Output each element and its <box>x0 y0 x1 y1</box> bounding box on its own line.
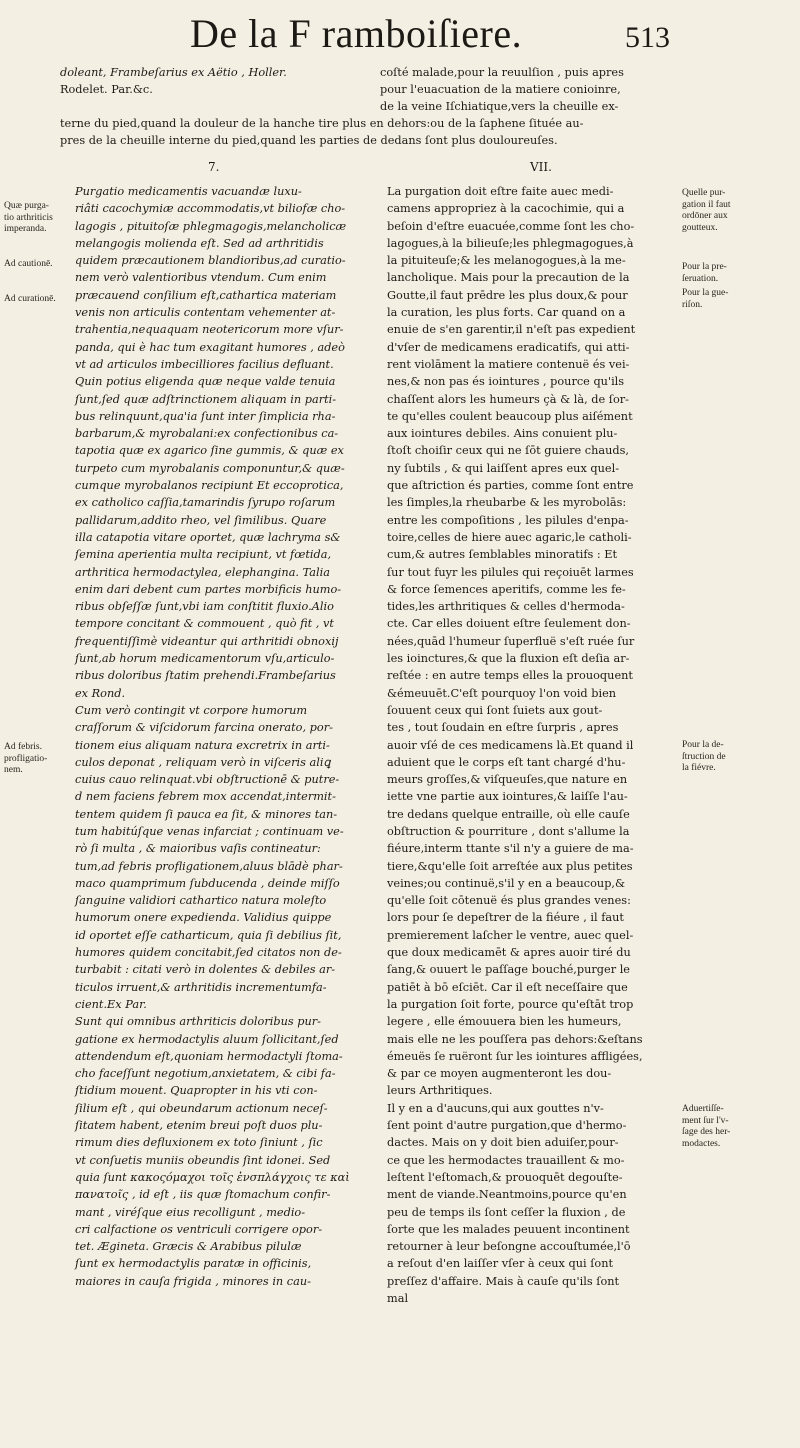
text-line: meurs groſſes,& viſqueuſes,que nature en <box>387 773 628 787</box>
text-line: ſouuent ceux qui ſont ſuiets aux gout- <box>387 703 603 717</box>
text-line: coſté malade,pour la reuulſion , puis apres <box>380 66 624 79</box>
text-line: ex Rond. <box>75 686 126 700</box>
text-line: lancholique. Mais pour la precaution de la <box>387 271 630 285</box>
text-line: pallidarum,addito rheo, vel ſimilibus. Quare <box>75 513 327 527</box>
french-column <box>387 183 677 1307</box>
text-line: la curation, les plus forts. Car quand on a <box>387 306 626 320</box>
text-line: tempore concitant & commouent , quò fit , vt <box>75 617 334 631</box>
text-line: modactes. <box>682 1138 721 1149</box>
right-margin-note <box>682 1104 730 1150</box>
text-line: panda, qui è hac tum exagitant humores , adeò <box>75 340 345 354</box>
text-line: turbabit : citati verò in dolentes & debiles ar- <box>75 963 336 977</box>
text-line: craſſorum & viſcidorum farcina onerato, por- <box>75 721 333 735</box>
text-line: tentem quidem ſi pauca ea ſit, & minores tan- <box>75 807 338 821</box>
text-line: obſtruction & pourriture , dont s'allume la <box>387 824 630 838</box>
text-line: ſunt ex hermodactylis paratæ in officinis, <box>75 1257 312 1271</box>
text-line: mal <box>387 1292 409 1305</box>
text-line: trahentia,nequaquam neotericorum more vſur- <box>75 323 344 337</box>
latin-column <box>75 183 371 1290</box>
text-line: tre dedans quelque entraille, où elle cauſe <box>387 807 630 821</box>
text-line: vt ad articulos imbecilliores facilius defluant. <box>75 357 334 371</box>
top-left-text <box>60 64 360 115</box>
text-line: cte. Car elles doiuent eſtre ſeulement don- <box>387 617 631 631</box>
text-line: reſtée : en autre temps elles la prouoquent <box>387 669 633 683</box>
text-line: te qu'elles coulent beaucoup plus aiſément <box>387 409 633 423</box>
text-line: tiere,&qu'elle ſoit arreſtée aux plus petites <box>387 859 633 873</box>
text-line: frequentiſſimè videantur qui arthritidi obnoxij <box>75 634 339 648</box>
text-line: ordōner aux <box>682 211 728 221</box>
text-line: tum habitúſque venas infarciat ; continuam ve- <box>75 824 344 838</box>
text-line: ſemina aperientia multa recipiunt, vt fœtida, <box>75 548 332 562</box>
text-line: ſang,& ouuert le paſſage bouché,purger le <box>387 963 630 977</box>
running-head: De la F ramboiſiere. <box>190 11 523 56</box>
text-line: terne du pied,quand la douleur de la hanche tire plus en dehors:ou de la ſaphene ſituée au- <box>60 117 584 130</box>
text-line: peu de temps ils ſont ceſſer la fluxion , de <box>387 1205 626 1219</box>
text-line: preſſez d'affaire. Mais à cauſe qu'ils ſont <box>387 1274 620 1288</box>
text-line: mant , viréſque eius recolligunt , medio- <box>75 1205 306 1219</box>
text-line: imperanda. <box>4 224 47 234</box>
text-line: tes , tout ſoudain en eſtre ſurpris , apres <box>387 721 619 735</box>
text-line: venis non articulis contentam vehementer at- <box>75 306 336 320</box>
top-right-text <box>380 64 760 115</box>
text-line: pres de la cheuille interne du pied,quand les parties de dedans ſont plus douloureuſes. <box>60 134 558 147</box>
text-line: dactes. Mais on y doit bien aduiſer,pour- <box>387 1136 619 1150</box>
text-line: ſunt,ſed quæ adſtrinctionem aliquam in parti- <box>75 392 337 406</box>
text-line: d'vſer de medicamens eradicatifs, qui atti- <box>387 340 630 354</box>
left-margin-note <box>4 294 56 306</box>
text-line: Aduertiſſe- <box>682 1104 724 1114</box>
text-line: ſage des her- <box>682 1127 731 1137</box>
text-line: d nem faciens febrem mox accendat,intermit- <box>75 790 336 804</box>
text-line: Rodelet. Par.&c. <box>60 83 153 96</box>
text-line: ce que les hermodactes trauaillent & mo- <box>387 1153 625 1167</box>
text-line: humores quidem concitabit,ſed citatos non de- <box>75 946 342 960</box>
page-number: 513 <box>625 21 670 54</box>
text-line: Pour la gue- <box>682 288 729 298</box>
text-line: ex catholico caſſia,tamarindis ſyrupo roſarum <box>75 496 336 510</box>
text-line: tio arthriticis <box>4 212 53 223</box>
text-line: cum,& autres ſemblables minoratifs : Et <box>387 548 618 562</box>
text-line: bus relinquunt,qua'ia ſunt inter ſimplicia rha- <box>75 409 336 423</box>
text-line: Quelle pur- <box>682 188 726 198</box>
text-line: &émeuuēt.C'eſt pourquoy l'on void bien <box>387 686 617 700</box>
text-line: & force ſemences aperitifs, comme les fe- <box>387 582 626 596</box>
text-line: ſtruction de <box>682 751 726 762</box>
text-line: fiéure,interm ttante s'il n'y a guiere de ma- <box>387 842 634 856</box>
text-line: que aſtriction és parties, comme ſont entre <box>387 479 634 493</box>
right-margin-note <box>682 188 731 234</box>
text-line: Ad febris. <box>4 742 42 752</box>
text-line: maiores in cauſa frigida , minores in cau- <box>75 1274 311 1288</box>
text-line: nem verò valentioribus vtendum. Cum enim <box>75 271 327 285</box>
text-line: ny ſubtils , & qui laiſſent apres eux quel- <box>387 461 620 475</box>
text-line: émeuës ſe ruëront ſur les iointures affligées, <box>387 1049 643 1063</box>
text-line: Ad cautionē. <box>4 259 53 269</box>
text-line: enuie de s'en garentir,il n'eſt pas expedient <box>387 323 636 337</box>
text-line: camens appropriez à la cacochimie, qui a <box>387 202 625 216</box>
text-line: ment ſur l'v- <box>682 1115 729 1126</box>
text-line: iette vne partie aux iointures,& laiſſe l'au- <box>387 790 628 804</box>
left-margin-note <box>4 259 53 271</box>
text-line: de la veine Iſchiatique,vers la cheuille ex- <box>380 100 619 113</box>
text-line: cho faceſſunt negotium,anxietatem, & cibi fa- <box>75 1067 336 1081</box>
text-line: gatione ex hermodactylis aluum ſollicitant,ſed <box>75 1032 339 1046</box>
right-margin-note <box>682 288 728 311</box>
text-line: Sunt qui omnibus arthriticis doloribus pur- <box>75 1015 321 1029</box>
text-line: maco quamprimum ſubducenda , deinde miſſo <box>75 876 340 890</box>
left-margin-note <box>4 201 53 236</box>
text-line: Goutte,il faut prēdre les plus doux,& pour <box>387 288 628 302</box>
text-line: Quin potius eligenda quæ neque valde tenuia <box>75 375 336 389</box>
text-line: tides,les arthritiques & celles d'hermoda- <box>387 600 625 614</box>
text-line: les ſimples,la rheubarbe & les myrobolās: <box>387 496 627 510</box>
text-line: que doux medicamēt & apres auoir tiré du <box>387 946 631 960</box>
text-line: chaſſent alors les humeurs çà & là, de ſor- <box>387 392 629 406</box>
text-line: lagogues,à la bilieuſe;les phlegmagogues,à <box>387 236 634 250</box>
text-line: humorum onere expedienda. Validius quippe <box>75 911 332 925</box>
text-line: lagogis , pituitoſæ phlegmagogis,melancholicæ <box>75 219 347 233</box>
text-line: gation il faut <box>682 199 731 210</box>
right-margin-note <box>682 262 727 285</box>
text-line: illa catapotia vitare oportet, quæ lachryma s& <box>75 530 341 544</box>
text-line: ticulos irruent,& arthritidis incrementumfa- <box>75 980 327 994</box>
text-line: tum,ad febris profligationem,aluus blādè phar- <box>75 859 343 873</box>
text-line: Quæ purga- <box>4 201 49 211</box>
text-line: ſtoſt choiſir ceux qui ne ſōt guiere chauds, <box>387 444 629 458</box>
text-line: nées,quād l'humeur ſuperfluë s'eſt ruée ſur <box>387 634 635 648</box>
text-line: turpeto cum myrobalanis componuntur,& quæ- <box>75 461 345 475</box>
top-text-block <box>60 64 760 149</box>
text-line: veines;ou continuë,s'il y en a beaucoup,& <box>387 876 626 890</box>
text-line: la pituiteuſe;& les melanogogues,à la me- <box>387 254 626 268</box>
text-line: nem. <box>4 765 23 775</box>
text-line: entre les compoſitions , les pilules d'enpa- <box>387 513 629 527</box>
text-line: beſoin d'eſtre euacuée,comme ſont les cho- <box>387 219 635 233</box>
text-line: ſur tout fuyr les pilules qui reçoiuēt larmes <box>387 565 634 579</box>
text-line: vt conſuetis muniis obeundis ſint idonei. Sed <box>75 1153 331 1167</box>
text-line: arthritica hermodactylea, elephangina. Talia <box>75 565 330 579</box>
text-line: legere , elle émouuera bien les humeurs, <box>387 1015 622 1029</box>
text-line: ſorte que les malades peuuent incontinent <box>387 1222 630 1236</box>
text-line: tionem eius aliquam natura excretrix in arti- <box>75 738 330 752</box>
text-line: culos deponat , reliquam verò in viſceris aliꝗ <box>75 755 331 769</box>
text-line: leurs Arthritiques. <box>387 1084 493 1098</box>
text-line: Ad curationē. <box>4 294 56 304</box>
text-line: pour l'euacuation de la matiere conioinre, <box>380 83 621 96</box>
text-line: qu'elle ſoit cōtenuë és plus grandes venes: <box>387 894 631 908</box>
page-header <box>190 12 670 64</box>
left-margin-note <box>4 742 47 777</box>
text-line: riſon. <box>682 299 703 310</box>
text-line: ment de viande.Neantmoins,pource qu'en <box>387 1188 627 1202</box>
right-margin-note <box>682 740 726 775</box>
text-line: ſtidium mouent. Quapropter in his vti con- <box>75 1084 318 1098</box>
text-line: toire,celles de hiere auec agaric,le catholi- <box>387 530 632 544</box>
text-line: profligatio- <box>4 753 48 764</box>
text-line: aux iointures debiles. Ains conuient plu- <box>387 427 618 441</box>
text-line: rent violāment la matiere contenuë és vei- <box>387 357 630 371</box>
text-line: la purgation ſoit forte, pource qu'eſtāt trop <box>387 997 634 1011</box>
text-line: rò ſi multa , & maioribus vaſis contineatur: <box>75 842 321 856</box>
text-line: Cum verò contingit vt corpore humorum <box>75 703 308 717</box>
text-line: attendendum eſt,quoniam hermodactyli ſtoma- <box>75 1049 343 1063</box>
text-line: ſeruation. <box>682 273 719 284</box>
text-line: & par ce moyen augmenteront les dou- <box>387 1067 612 1081</box>
text-line: ſilium eſt , qui obeundarum actionum neceſ- <box>75 1101 328 1115</box>
left-section-number: 7. <box>208 160 220 174</box>
text-line: les ioinctures,& que la fluxion eſt deſia ar- <box>387 652 630 666</box>
text-line: auoir vſé de ces medicamens là.Et quand il <box>387 738 634 752</box>
text-line: doleant, Frambeſarius ex Aëtio , Holler. <box>60 66 287 79</box>
text-line: tet. Æginetа. Græcis & Arabibus pilulæ <box>75 1240 302 1254</box>
text-line: a reſout d'en laiſſer vſer à ceux qui ſont <box>387 1257 614 1271</box>
text-line: enim dari debent cum partes morbificis humo- <box>75 582 342 596</box>
text-line: melangogis molienda eſt. Sed ad arthritidis <box>75 236 324 250</box>
right-section-number: VII. <box>530 160 552 174</box>
text-line: πανατοῖς , id eſt , iis quæ ſtomachum confir- <box>75 1188 331 1202</box>
text-line: rimum dies defluxionem ex toto ſiniunt , ſic <box>75 1136 323 1150</box>
text-line: Il y en a d'aucuns,qui aux gouttes n'v- <box>387 1101 604 1115</box>
text-line: riâti cacochymiæ accommodatis,vt biliofæ cho- <box>75 202 346 216</box>
text-line: id oportet eſſe catharticum, quia ſi debilius ſit, <box>75 928 342 942</box>
text-line: ſitatem habent, etenim breui poſt duos plu- <box>75 1119 323 1133</box>
text-line: ribus obſeſſæ ſunt,vbi iam conſtitit fluxio.Alio <box>75 600 334 614</box>
text-line: La purgation doit eſtre faite auec medi- <box>387 185 614 198</box>
text-line: Pour la pre- <box>682 262 727 272</box>
text-line: quidem præcautionem blandioribus,ad curatio- <box>75 254 346 268</box>
text-line: cri calfactione os ventriculi corrigere opor- <box>75 1222 323 1236</box>
text-line: mais elle ne les pouſſera pas dehors:&eſtans <box>387 1032 643 1046</box>
text-line: premierement laſcher le ventre, auec quel- <box>387 928 634 942</box>
text-line: nes,& non pas és iointures , pource qu'ils <box>387 375 625 389</box>
text-line: goutteux. <box>682 222 718 233</box>
text-line: cuius cauo relinquat.vbi obſtructionē & putre- <box>75 773 340 787</box>
text-line: præcauend conſilium eſt,cathartica materiam <box>75 288 337 302</box>
text-line: Pour la de- <box>682 740 724 750</box>
text-line: ſanguine validiori cathartico natura moleſto <box>75 894 327 908</box>
text-line: ſent point d'autre purgation,que d'hermo- <box>387 1119 627 1133</box>
text-line: tapotia quæ ex agarico ſine gummis, & quæ ex <box>75 444 344 458</box>
text-line: barbarum,& myrobalani:ex confectionibus ca- <box>75 427 339 441</box>
text-line: cumque myrobalanos recipiunt Et eccoprotica, <box>75 479 344 493</box>
text-line: patiēt à bō eſciēt. Car il eſt neceſſaire que <box>387 980 628 994</box>
text-line: ribus doloribus ſtatim prehendi.Frambeſarius <box>75 669 336 683</box>
text-line: lors pour ſe depeſtrer de la fiéure , il faut <box>387 911 624 925</box>
text-line: Purgatio medicamentis vacuandæ luxu- <box>75 185 302 198</box>
text-line: ſunt,ab horum medicamentorum vſu,articulo- <box>75 652 335 666</box>
text-line: quia ſunt κακοςόμαχοι τοῖς ἐνσπλάγχοις τε καὶ <box>75 1170 350 1184</box>
text-line: la fiévre. <box>682 763 716 773</box>
text-line: aduient que le corps eſt tant chargé d'hu- <box>387 755 626 769</box>
text-line: retourner à leur beſongne accouſtumée,l'ō <box>387 1240 631 1254</box>
text-line: leſtent l'eſtomach,& prouoquēt degouſte- <box>387 1170 623 1184</box>
text-line: cient.Ex Par. <box>75 997 147 1011</box>
